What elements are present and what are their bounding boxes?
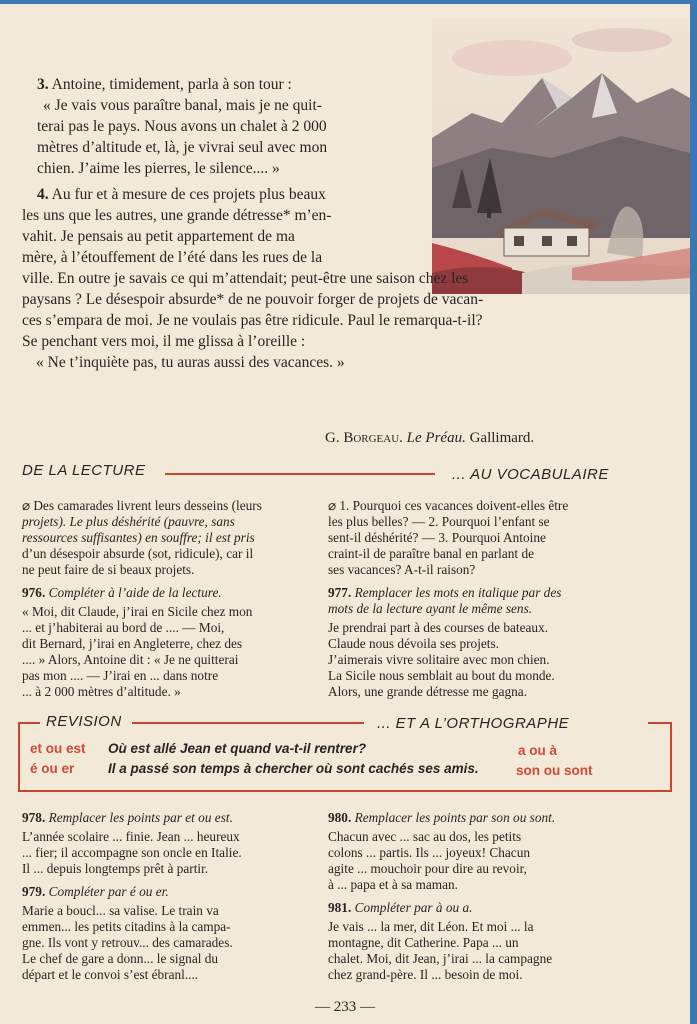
revision-sentence-1: Où est allé Jean et quand va-t-il rentrer? <box>108 741 367 756</box>
exercise-line: La Sicile nous semblait au bout du monde. <box>328 668 555 683</box>
revision-box <box>18 722 672 792</box>
exercise-number-981: 981. <box>328 900 352 915</box>
vocab-line: craint-il de paraître banal en parlant de <box>328 546 534 561</box>
story-line: paysans ? Le désespoir absurde* de ne pouvoir forger de projets de vacan- <box>22 291 484 308</box>
exercise-line: .... » Alors, Antoine dit : « Je ne quitterai <box>22 652 239 667</box>
story-paragraph-4 <box>22 184 432 268</box>
revision-tag-son-sont: son ou sont <box>516 763 593 778</box>
vocab-line: ses vacances? A-t-il raison? <box>328 562 476 577</box>
story-line: chien. J’aime les pierres, le silence.... » <box>37 160 280 177</box>
exercise-line: Je vais ... la mer, dit Léon. Et moi ... la <box>328 919 534 934</box>
exercise-title-977-cont: mots de la lecture ayant le même sens. <box>328 601 533 616</box>
story-paragraph-3 <box>37 74 427 179</box>
section-heading-orthographe: ... ET A L’ORTHOGRAPHE <box>377 715 570 732</box>
exercise-line: Chacun avec ... sac au dos, les petits <box>328 829 522 844</box>
section-heading-vocabulaire: ... AU VOCABULAIRE <box>452 466 609 483</box>
exercise-line: ... et j’habiterai au bord de .... — Moi, <box>22 620 225 635</box>
story-line: « Ne t’inquiète pas, tu auras aussi des vacances. » <box>36 354 345 371</box>
story-line: Se penchant vers moi, il me glissa à l’oreille : <box>22 333 306 350</box>
exercise-line: chalet. Moi, dit Jean, j’irai ... la campagne <box>328 951 553 966</box>
exercise-number-979: 979. <box>22 884 46 899</box>
vocab-line: ⌀ 1. Pourquoi ces vacances doivent-elles être <box>328 498 569 513</box>
exercise-title-980: Remplacer les points par son ou sont. <box>354 810 556 825</box>
story-line: les uns que les autres, une grande détresse* m’en- <box>22 207 332 224</box>
source-author: G. Borgeau. <box>325 430 403 446</box>
page-number: — 233 — <box>315 999 375 1015</box>
vocab-right-column <box>328 498 646 700</box>
exercise-line: colons ... partis. Ils ... joyeux! Chacun <box>328 845 531 860</box>
paragraph-number: 4. <box>37 186 49 203</box>
exercise-number-980: 980. <box>328 810 352 825</box>
exercise-line: Alors, une grande détresse me gagna. <box>328 684 528 699</box>
section-rule <box>165 473 435 475</box>
exercise-line: départ et le convoi s’est ébranl.... <box>22 967 199 982</box>
exercise-number-977: 977. <box>328 585 352 600</box>
vocab-left-column <box>22 498 312 700</box>
section-heading-revision: REVISION <box>46 713 122 730</box>
source-publisher: Gallimard. <box>469 430 535 446</box>
revision-top-rule-mid <box>132 722 364 724</box>
exercise-line: à ... papa et à sa maman. <box>328 877 458 892</box>
story-line: ville. En outre je savais ce qui m’attendait; peut-être une saison chez les <box>22 270 469 287</box>
book-page <box>0 4 690 1024</box>
exercise-title-981: Compléter par à ou a. <box>354 900 473 915</box>
exercise-line: montagne, dit Catherine. Papa ... un <box>328 935 519 950</box>
exercise-number-978: 978. <box>22 810 46 825</box>
story-line: vahit. Je pensais au petit appartement de ma <box>22 228 295 245</box>
exercise-line: gne. Ils vont y retrouv... des camarades. <box>22 935 233 950</box>
exercise-title-976: Compléter à l’aide de la lecture. <box>48 585 222 600</box>
story-line: ces s’empara de moi. Je ne voulais pas être ridicule. Paul le remarqua-t-il? <box>22 312 483 329</box>
exercise-line: pas mon .... — J’irai en ... dans notre <box>22 668 219 683</box>
exercise-line: ... fier; il accompagne son oncle en Italie. <box>22 845 242 860</box>
exercise-line: agite ... mouchoir pour dire au revoir, <box>328 861 527 876</box>
exercise-line: Marie a boucl... sa valise. Le train va <box>22 903 219 918</box>
exercise-line: Le chef de gare a donn... le signal du <box>22 951 219 966</box>
vocab-line: ⌀ Des camarades livrent leurs desseins (leurs <box>22 498 262 513</box>
vocab-line: projets). Le plus déshérité (pauvre, sans <box>22 514 235 529</box>
exercise-title-978: Remplacer les points par et ou est. <box>48 810 233 825</box>
exercise-line: Claude nous dévoila ses projets. <box>328 636 499 651</box>
story-line: « Je vais vous paraître banal, mais je ne quit- <box>43 97 322 114</box>
exercise-line: ... à 2 000 mètres d’altitude. » <box>22 684 181 699</box>
exercise-line: Je prendrai part à des courses de bateaux. <box>328 620 549 635</box>
section-heading-lecture: DE LA LECTURE <box>22 462 146 479</box>
story-line: mère, à l’étouffement de l’été dans les rues de la <box>22 249 323 266</box>
exercise-number-976: 976. <box>22 585 46 600</box>
ortho-left-column <box>22 810 314 983</box>
vocab-line: les plus belles? — 2. Pourquoi l’enfant se <box>328 514 550 529</box>
exercise-line: emmen... les petits citadins à la campa- <box>22 919 231 934</box>
ortho-right-column <box>328 810 646 983</box>
exercise-line: chez grand-père. Il ... besoin de moi. <box>328 967 523 982</box>
exercise-line: J’aimerais vivre solitaire avec mon chien. <box>328 652 550 667</box>
revision-tag-et-est: et ou est <box>30 741 86 756</box>
revision-tag-a-a: a ou à <box>518 743 558 758</box>
exercise-title-977: Remplacer les mots en italique par des <box>354 585 562 600</box>
source-book: Le Préau. <box>406 430 466 446</box>
exercise-line: dit Bernard, j’irai en Angleterre, chez des <box>22 636 243 651</box>
revision-top-rule-right <box>648 722 670 724</box>
story-line: Au fur et à mesure de ces projets plus beaux <box>51 186 326 203</box>
vocab-line: ressources suffisantes) en souffre; il est pris <box>22 530 255 545</box>
exercise-line: Il ... depuis longtemps prêt à partir. <box>22 861 209 876</box>
exercise-line: L’année scolaire ... finie. Jean ... heureux <box>22 829 240 844</box>
vocab-line: ne peut faire de si beaux projets. <box>22 562 195 577</box>
source-citation <box>325 428 534 449</box>
story-line: Antoine, timidement, parla à son tour : <box>51 76 292 93</box>
revision-tag-e-er: é ou er <box>30 761 75 776</box>
story-line: mètres d’altitude et, là, je vivrai seul avec mon <box>37 139 328 156</box>
paragraph-number: 3. <box>37 76 49 93</box>
story-line: terai pas le pays. Nous avons un chalet à 2 000 <box>37 118 327 135</box>
mountain-chalet-illustration <box>432 18 690 294</box>
vocab-line: sent-il déshérité? — 3. Pourquoi Antoine <box>328 530 546 545</box>
exercise-line: « Moi, dit Claude, j’irai en Sicile chez mon <box>22 604 253 619</box>
exercise-title-979: Compléter par é ou er. <box>48 884 169 899</box>
story-paragraph-4-cont <box>22 268 642 373</box>
revision-top-rule-left <box>18 722 40 724</box>
revision-sentence-2: Il a passé son temps à chercher où sont cachés ses amis. <box>108 761 479 776</box>
vocab-line: d’un désespoir absurde (sot, ridicule), car il <box>22 546 254 561</box>
